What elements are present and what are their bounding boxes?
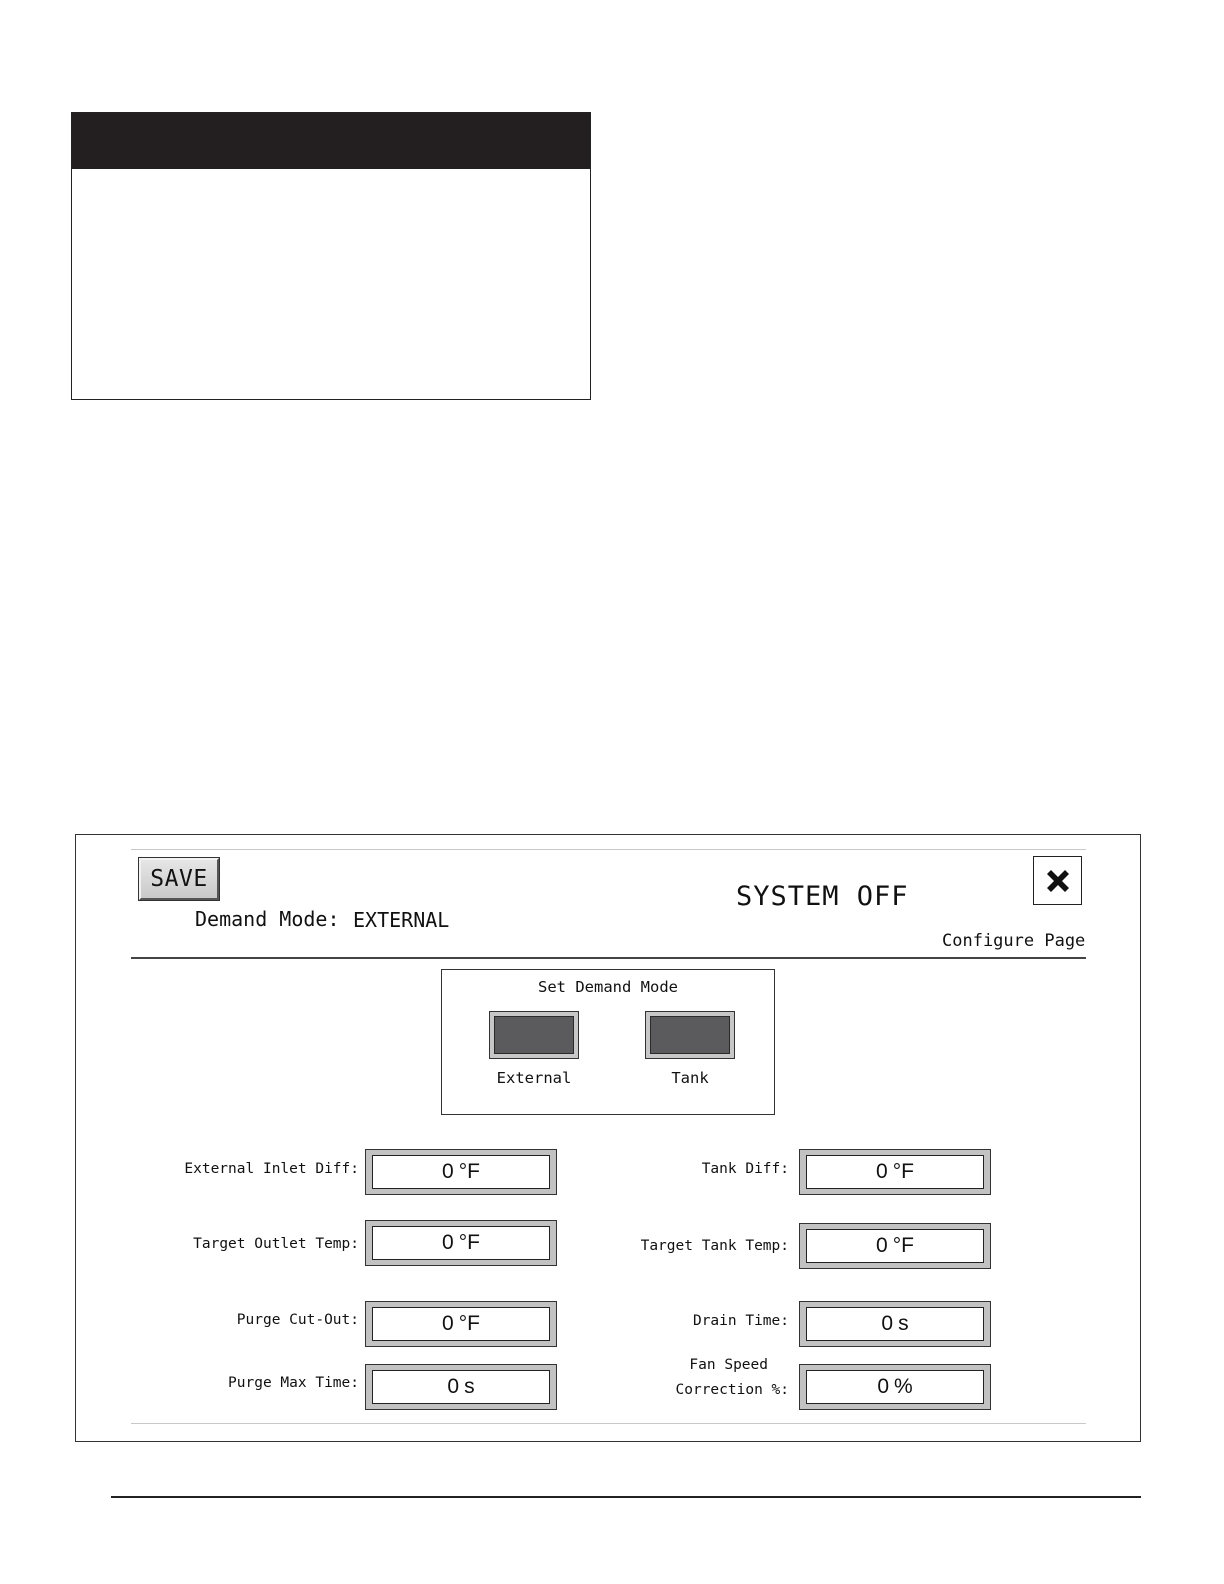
external-inlet-diff-label: External Inlet Diff: <box>184 1161 359 1177</box>
purge-max-time-value: 0 <box>447 1375 460 1398</box>
page-title: Configure Page <box>942 931 1086 951</box>
purge-cut-out-unit: °F <box>458 1312 480 1335</box>
header-divider <box>131 957 1086 959</box>
purge-cut-out-value: 0 <box>442 1312 454 1335</box>
note-box <box>71 112 591 400</box>
target-tank-temp-field[interactable] <box>799 1223 991 1269</box>
demand-mode-panel-title: Set Demand Mode <box>538 978 678 996</box>
drain-time-unit: s <box>898 1312 909 1335</box>
purge-cut-out-field[interactable] <box>365 1301 557 1347</box>
tank-diff-value: 0 <box>876 1160 888 1183</box>
drain-time-field[interactable] <box>799 1301 991 1347</box>
target-tank-temp-label: Target Tank Temp: <box>640 1238 789 1254</box>
fan-speed-correction-label-line2: Correction %: <box>675 1382 789 1398</box>
tank-diff-field[interactable] <box>799 1149 991 1195</box>
demand-mode-value: EXTERNAL <box>353 908 450 932</box>
target-tank-temp-value: 0 <box>876 1234 888 1257</box>
system-status: SYSTEM OFF <box>736 881 909 912</box>
save-button[interactable]: SAVE <box>139 858 219 900</box>
target-tank-temp-unit: °F <box>892 1234 914 1257</box>
drain-time-value: 0 <box>881 1312 894 1335</box>
close-button[interactable] <box>1033 856 1082 905</box>
demand-mode-panel <box>441 969 775 1115</box>
tank-diff-unit: °F <box>892 1160 914 1183</box>
external-inlet-diff-value: 0 <box>442 1160 454 1183</box>
tank-mode-label: Tank <box>671 1069 709 1087</box>
purge-cut-out-label: Purge Cut-Out: <box>236 1312 359 1328</box>
footer-rule <box>111 1496 1141 1498</box>
target-outlet-temp-field[interactable] <box>365 1220 557 1266</box>
purge-max-time-label: Purge Max Time: <box>228 1375 359 1391</box>
fan-speed-correction-unit: % <box>894 1375 913 1398</box>
close-x-icon <box>1043 866 1073 896</box>
purge-max-time-field[interactable] <box>365 1364 557 1410</box>
fan-speed-correction-field[interactable] <box>799 1364 991 1410</box>
drain-time-label: Drain Time: <box>692 1313 789 1329</box>
note-header-bar <box>72 113 590 169</box>
target-outlet-temp-unit: °F <box>458 1231 480 1254</box>
purge-max-time-unit: s <box>464 1375 475 1398</box>
external-inlet-diff-field[interactable] <box>365 1149 557 1195</box>
bottom-divider <box>131 1423 1086 1424</box>
tank-diff-label: Tank Diff: <box>701 1161 789 1177</box>
fan-speed-correction-value: 0 <box>877 1375 889 1398</box>
fan-speed-correction-label-line1: Fan Speed <box>689 1357 768 1373</box>
target-outlet-temp-value: 0 <box>442 1231 454 1254</box>
external-inlet-diff-unit: °F <box>458 1160 480 1183</box>
demand-mode-label: Demand Mode: <box>195 907 340 931</box>
external-mode-button[interactable] <box>489 1011 579 1059</box>
external-mode-label: External <box>496 1069 572 1087</box>
tank-mode-button[interactable] <box>645 1011 735 1059</box>
top-divider <box>131 849 1086 850</box>
configure-page-screen <box>75 834 1141 1442</box>
target-outlet-temp-label: Target Outlet Temp: <box>193 1236 359 1252</box>
